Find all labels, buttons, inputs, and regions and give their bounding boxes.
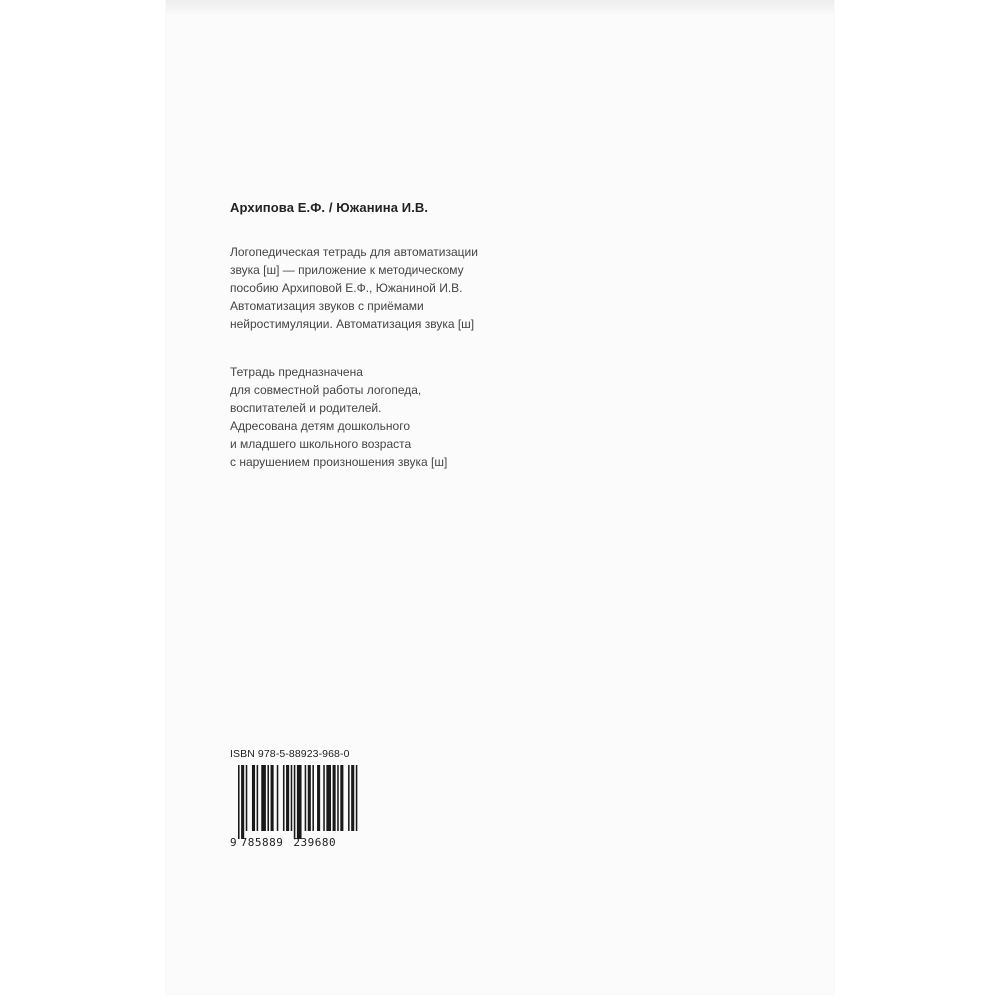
barcode-group-left: 785889 [240,836,284,849]
barcode-bar [308,765,311,831]
barcode-image [230,765,366,839]
purpose-paragraph [230,363,590,471]
purpose-line: для совместной работы логопеда, [230,383,422,397]
book-back-cover [166,0,834,994]
description-paragraph [230,243,590,333]
isbn-number: ISBN 978-5-88923-968-0 [230,748,350,760]
barcode-bar [297,765,302,839]
barcode-bar [246,765,248,831]
barcode-bar [305,765,307,831]
description-line: звука [ш] — приложение к методическому [230,263,464,277]
barcode-first-digit: 9 [230,836,237,849]
isbn-barcode-block [230,748,366,849]
purpose-line: Тетрадь предназначена [230,365,363,379]
barcode-bar [283,765,285,831]
purpose-line: Адресована детям дошкольного [230,419,411,433]
barcode-bar [323,765,325,831]
barcode-bar [317,765,320,831]
barcode-bar [257,765,259,831]
barcode-bar [337,765,339,831]
barcode-bar [340,765,343,831]
barcode-bar [312,765,314,831]
barcode-bar [252,765,255,831]
barcode-bar [238,765,240,839]
barcode-bar [326,765,331,831]
authors: Архипова Е.Ф. / Южанина И.В. [230,200,429,215]
barcode-bar [261,765,266,831]
description-line: нейростимуляции. Автоматизация звука [ш] [230,317,475,331]
barcode-bar [294,765,296,839]
barcode-bar [267,765,269,831]
barcode-bar [286,765,289,831]
barcode-bar [351,765,354,831]
description-line: пособию Архиповой Е.Ф., Южаниной И.В. [230,281,463,295]
barcode-bar [356,765,358,831]
description-line: Логопедическая тетрадь для автоматизации [230,245,478,259]
purpose-line: и младшего школьного возраста [230,437,412,451]
barcode-group-right: 239680 [293,836,337,849]
barcode-bar [291,765,293,831]
barcode-bar [241,765,244,839]
barcode-bar [333,765,336,831]
barcode-bar [348,765,350,831]
barcode-bar [277,765,279,831]
cover-top-edge [166,0,834,16]
purpose-line: с нарушением произношения звука [ш] [230,455,448,469]
purpose-line: воспитателей и родителей. [230,401,382,415]
description-line: Автоматизация звуков с приёмами [230,299,424,313]
barcode-digits [230,836,366,849]
back-cover-text [230,200,590,501]
barcode-bar [271,765,274,831]
